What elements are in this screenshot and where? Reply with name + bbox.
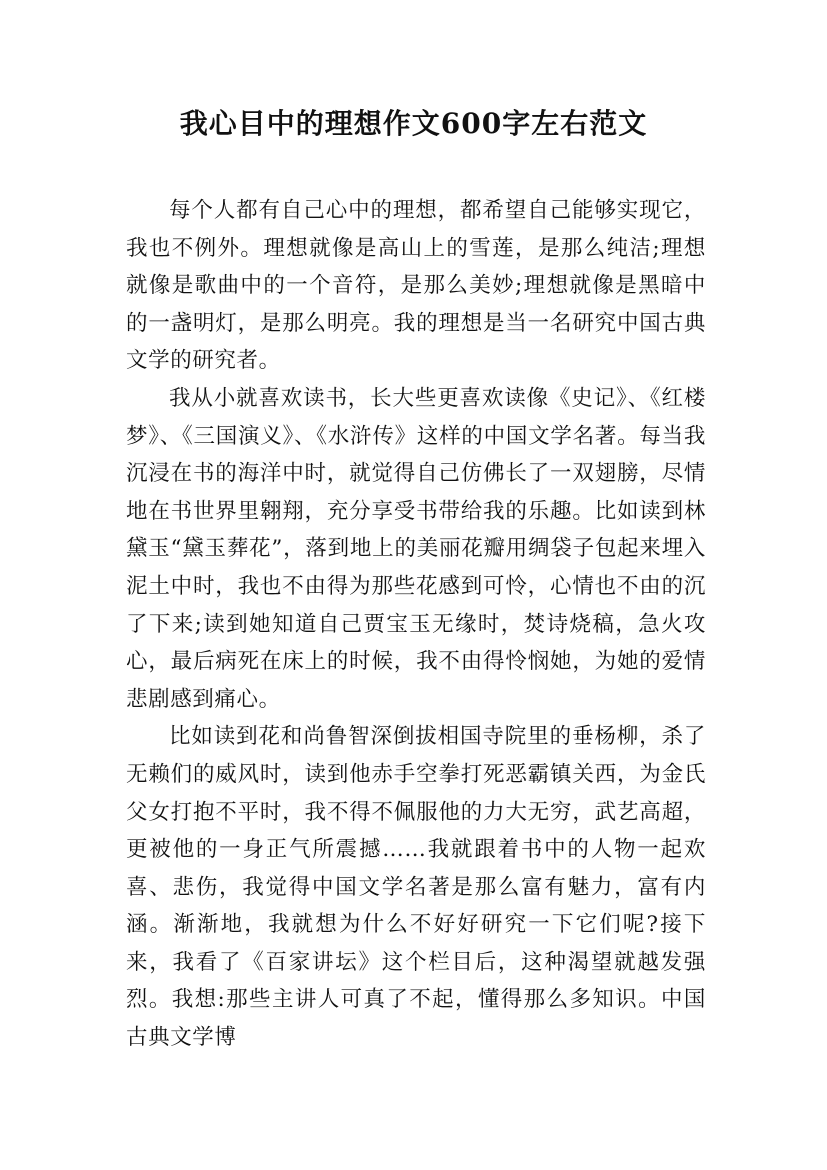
paragraph: 每个人都有自己心中的理想，都希望自己能够实现它，我也不例外。理想就像是高山上的雪莲，是那么纯洁;理想就像是歌曲中的一个音符，是那么美妙;理想就像是黑暗中的一盏明灯，是那么明亮。我的理想是当一名研究中国古典文学的研究者。 [126,198,706,374]
page-title: 我心目中的理想作文600字左右范文 [179,107,648,140]
paragraph: 我从小就喜欢读书，长大些更喜欢读像《史记》、《红楼梦》、《三国演义》、《水浒传》这样的中国文学名著。每当我沉浸在书的海洋中时，就觉得自己仿佛长了一双翅膀，尽情地在书世界里翱翔，充分享受书带给我的乐趣。比如读到林黛玉“黛玉葬花”，落到地上的美丽花瓣用绸袋子包起来埋入泥土中时，我也不由得为那些花感到可怜，心情也不由的沉了下来;读到她知道自己贾宝玉无缘时，焚诗烧稿，急火攻心，最后病死在床上的时候，我不由得怜悯她，为她的爱情悲剧感到痛心。 [126,385,706,712]
article-body [126,192,706,1057]
paragraph: 比如读到花和尚鲁智深倒拔相国寺院里的垂杨柳，杀了无赖们的威风时，读到他赤手空拳打死恶霸镇关西，为金氏父女打抱不平时，我不得不佩服他的力大无穷，武艺高超，更被他的一身正气所震撼……我就跟着书中的人物一起欢喜、悲伤，我觉得中国文学名著是那么富有魅力，富有内涵。渐渐地，我就想为什么不好好研究一下它们呢?接下来，我看了《百家讲坛》这个栏目后，这种渴望就越发强烈。我想:那些主讲人可真了不起，懂得那么多知识。中国古典文学博 [126,724,706,1051]
